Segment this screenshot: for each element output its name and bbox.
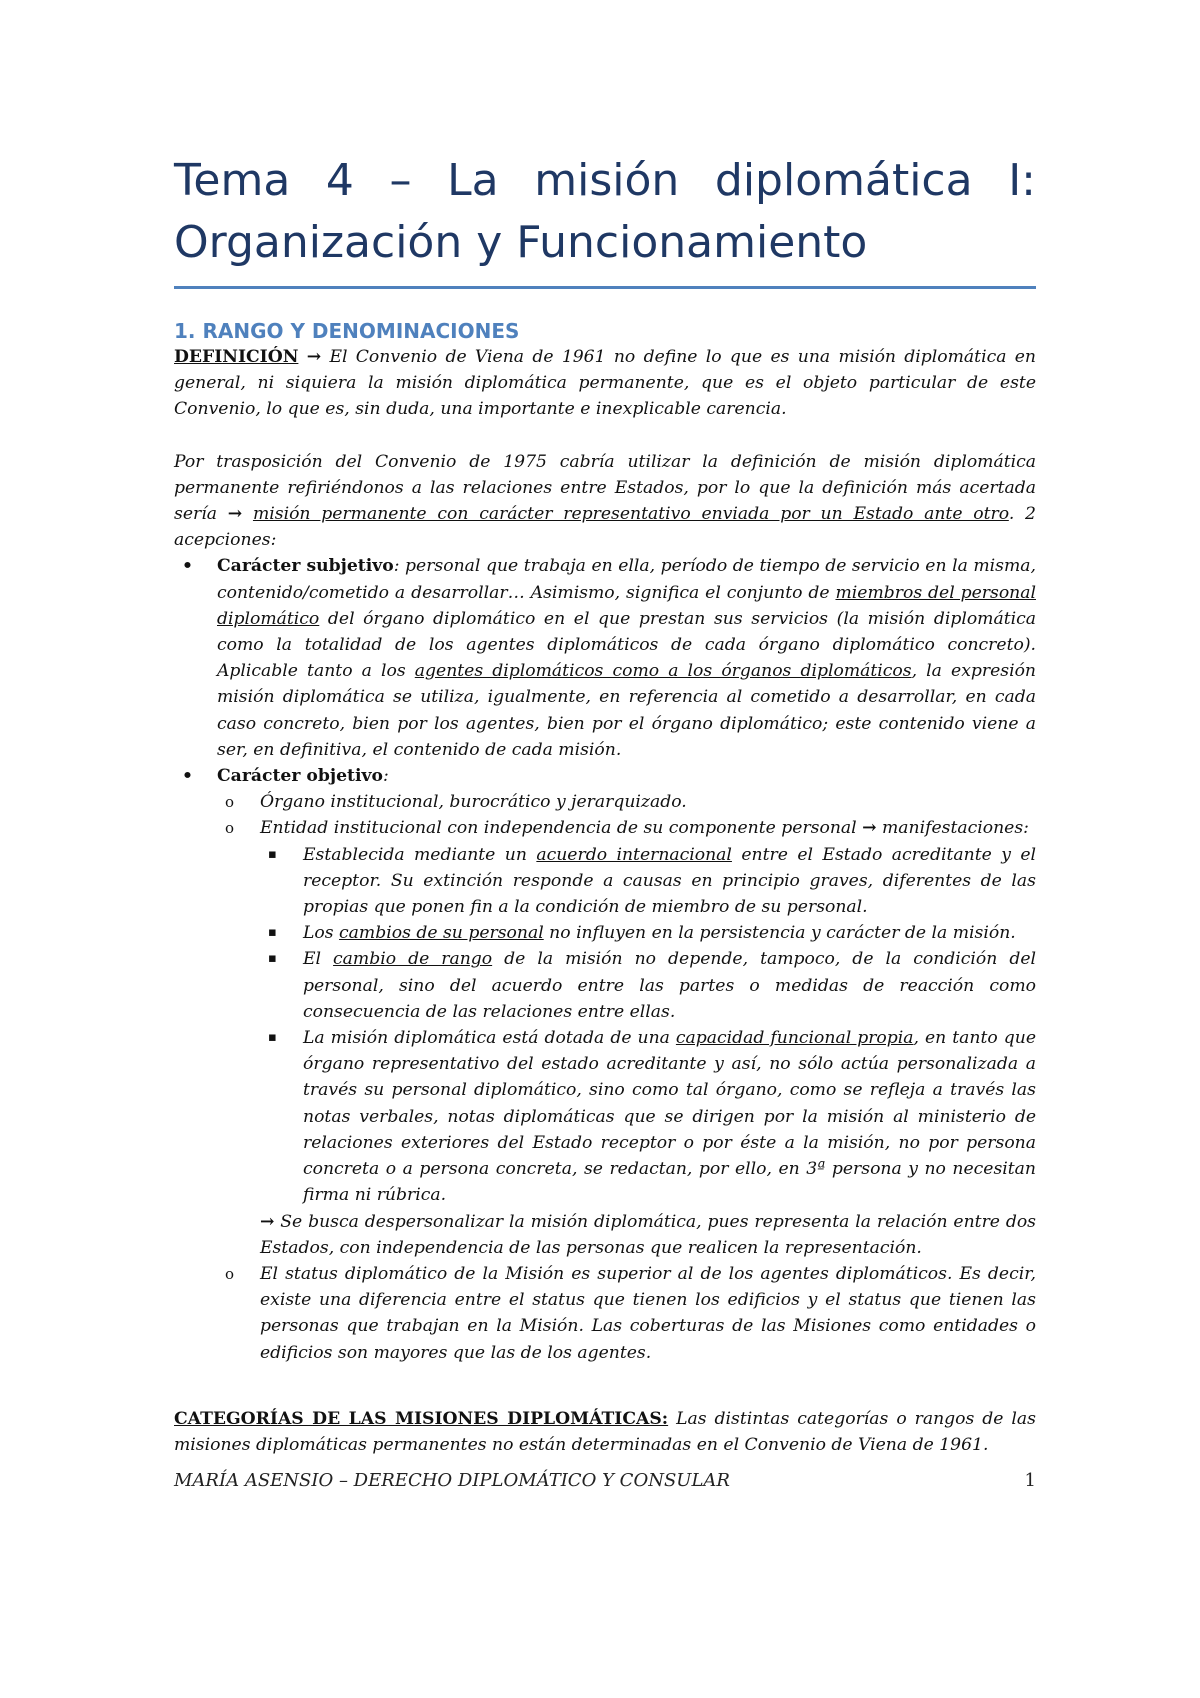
definition-underlined: misión permanente con carácter representativo enviada por un Estado ante otro — [252, 504, 1009, 525]
item-underlined: agentes diplomáticos como a los órganos diplomáticos — [414, 661, 912, 682]
item-underlined: acuerdo internacional — [536, 844, 732, 865]
item-text: del órgano diplomático en el que prestan sus servicios (la misión diplomática como la totalidad de los agentes diplomáticos de cada órgano diplomático concreto). Aplicable tanto a los — [217, 608, 1036, 682]
list-item-objective — [174, 763, 1036, 1366]
page-footer — [174, 1470, 1036, 1491]
arrow-note — [260, 1209, 1036, 1261]
arrow-icon: → — [260, 1211, 275, 1232]
definition-text: El Convenio de Viena de 1961 no define lo que es una misión diplomática en general, ni siquiera la misión diplomática permanente, que es el objeto particular de este Convenio, lo que es, sin duda, una importante e inexplicable carencia. — [174, 347, 1037, 420]
categories-text: Las distintas categorías o rangos de las misiones diplomáticas permanentes no están determinadas en el Convenio de Viena de 1961. — [174, 1408, 1036, 1455]
paragraph-text-end: . 2 acepciones: — [174, 504, 1036, 551]
paragraph-text: Por trasposición del Convenio de 1975 cabría utilizar la definición de misión diplomática permanente refiriéndonos a las relaciones entre Estados, por lo que la definición más acertada sería — [174, 451, 1036, 525]
list-item — [260, 946, 1036, 1025]
arrow-icon: → — [862, 818, 877, 839]
categories-label: CATEGORÍAS DE LAS MISIONES DIPLOMÁTICAS: — [174, 1408, 669, 1429]
list-item — [217, 815, 1036, 1260]
list-item: o Órgano institucional, burocrático y jerarquizado. — [217, 789, 1036, 815]
item-text: no influyen en la persistencia y carácter de la misión. — [543, 923, 1016, 944]
item-text: : personal que trabaja en ella, período de tiempo de servicio en la misma, contenido/cometido a desarrollar… Asimismo, significa el conjunto de — [217, 556, 1036, 603]
item-underlined: cambio de rango — [333, 949, 493, 970]
item-text: Entidad institucional con independencia de su componente personal — [260, 818, 857, 839]
list-item — [260, 842, 1036, 921]
item-underlined: miembros del personal diplomático — [217, 582, 1036, 629]
arrow-icon: → — [306, 347, 322, 367]
item-text: , en tanto que órgano representativo del estado acreditante y así, no sólo actúa personalizada a través su personal diplomático, sino como tal órgano, como se refleja a través las notas verbales, notas diplomáticas que se dirigen por la misión al ministerio de relaciones exteriores del Estado receptor o por éste a la misión, no por persona concreta o a persona concreta, se redactan, por ello, en 3ª persona y no necesitan firma ni rúbrica. — [303, 1028, 1036, 1206]
item-text: manifestaciones: — [882, 818, 1029, 839]
item-text: Los — [303, 923, 340, 944]
document-body — [174, 318, 1036, 1458]
section-heading: 1. RANGO Y DENOMINACIONES — [174, 319, 520, 343]
list-item: o El status diplomático de la Misión es superior al de los agentes diplomáticos. Es decir, existe una diferencia entre el status que tienen los edificios y el status que tienen las personas que trabajan en la Misión. Las coberturas de las Misiones como entidades o edificios son mayores que las de los agentes. — [217, 1261, 1036, 1366]
list-item — [260, 1025, 1036, 1208]
manifestations-list — [260, 842, 1036, 1209]
transposition-paragraph — [174, 449, 1036, 554]
definition-label: DEFINICIÓN — [174, 347, 299, 367]
item-text: de la misión no depende, tampoco, de la condición del personal, sino del acuerdo entre las partes o medidas de reacción como consecuencia de las relaciones entre ellas. — [303, 949, 1036, 1022]
acceptions-list — [174, 553, 1036, 1365]
list-item — [260, 920, 1036, 946]
item-text: , la expresión misión diplomática se utiliza, igualmente, en referencia al cometido a desarrollar, en cada caso concreto, bien por los agentes, bien por el órgano diplomático; este contenido viene a ser, en definitiva, el contenido de cada misión. — [217, 661, 1037, 760]
note-text: Se busca despersonalizar la misión diplomática, pues representa la relación entre dos Estados, con independencia de las personas que realicen la representación. — [260, 1211, 1036, 1258]
item-text: El — [303, 949, 334, 970]
list-item-subjective — [174, 553, 1036, 763]
page-number: 1 — [1024, 1470, 1036, 1491]
subjective-label: Carácter subjetivo — [217, 556, 394, 577]
page-title: Tema 4 – La misión diplomática I: Organización y Funcionamiento — [174, 150, 1036, 289]
item-underlined: capacidad funcional propia — [675, 1028, 914, 1049]
item-text: : — [382, 766, 389, 787]
footer-author: MARÍA ASENSIO – DERECHO DIPLOMÁTICO Y CONSULAR — [174, 1470, 730, 1491]
arrow-icon: → — [227, 504, 243, 525]
item-underlined: cambios de su personal — [339, 923, 544, 944]
definition-paragraph — [174, 344, 1036, 423]
item-text: Establecida mediante un — [303, 844, 537, 865]
item-text: La misión diplomática está dotada de una — [303, 1028, 676, 1049]
document-page — [174, 0, 1036, 1698]
objective-label: Carácter objetivo — [217, 766, 383, 787]
objective-sublist — [217, 789, 1036, 1365]
categories-paragraph — [174, 1406, 1036, 1458]
item-text: entre el Estado acreditante y el receptor. Su extinción responde a causas en principio graves, diferentes de las propias que ponen fin a la condición de miembro de su personal. — [303, 844, 1037, 918]
